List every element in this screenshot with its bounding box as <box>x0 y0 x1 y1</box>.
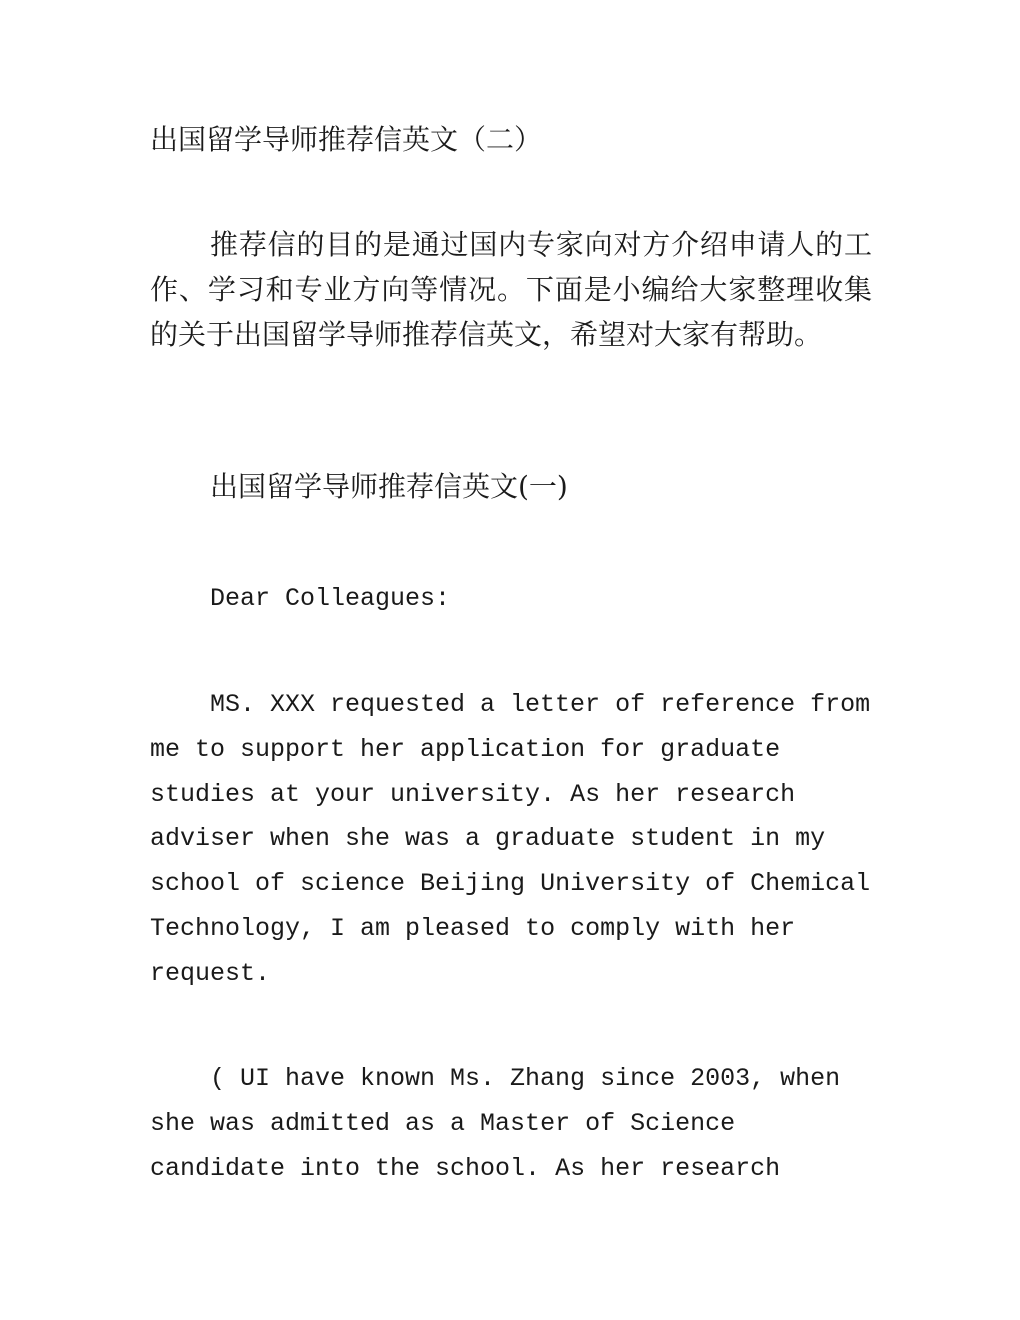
letter-paragraph-1: MS. XXX requested a letter of reference from me to support her application for graduate studies at your university. As her research adviser when she was a graduate student in my school of science Beijing University of Chemical Technology, I am pleased to comply with her request. <box>150 690 871 988</box>
letter-paragraph-2: ( UI have known Ms. Zhang since 2003, when she was admitted as a Master of Science candidate into the school. As her research <box>150 1064 841 1183</box>
letter-salutation: Dear Colleagues: <box>210 584 451 613</box>
intro-paragraph: 推荐信的目的是通过国内专家向对方介绍申请人的工作、学习和专业方向等情况。下面是小编给大家整理收集的关于出国留学导师推荐信英文，希望对大家有帮助。 <box>150 228 872 351</box>
section-subtitle: 出国留学导师推荐信英文(一) <box>210 470 568 503</box>
document-title: 出国留学导师推荐信英文（二） <box>150 123 543 156</box>
